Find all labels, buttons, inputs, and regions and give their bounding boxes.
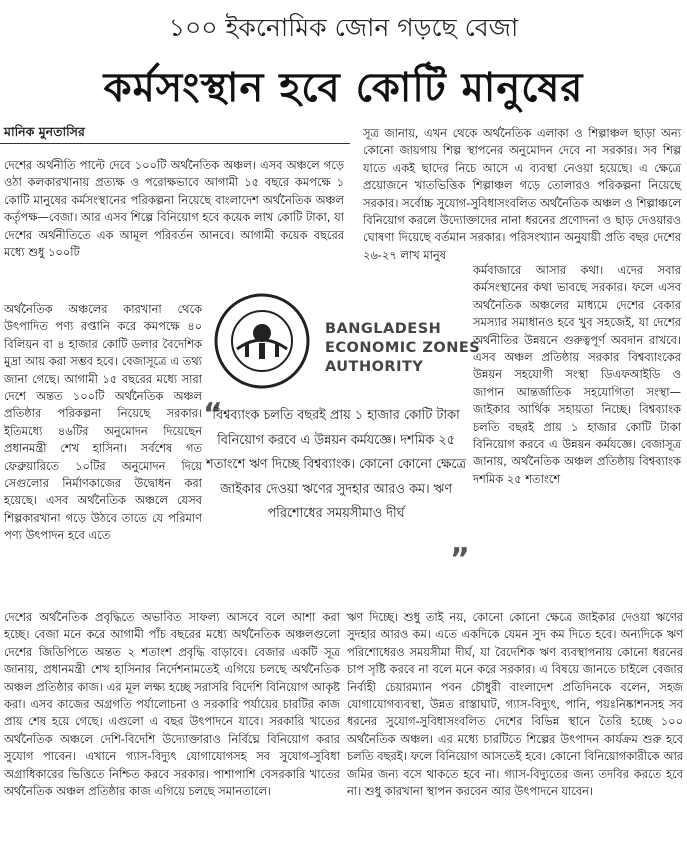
column-3 xyxy=(4,609,340,800)
byline: মানিক মুনতাসির xyxy=(4,124,85,139)
column-4 xyxy=(347,609,683,800)
quote-open-icon: “ xyxy=(203,397,223,432)
kicker: ১০০ ইকনোমিক জোন গড়ছে বেজা xyxy=(168,13,519,42)
paragraph: দেশের অর্থনৈতিক প্রবৃদ্ধিতে অভাবিত সাফল্য আসবে বলে আশা করা হচ্ছে। বেজা মনে করে আগামী পাঁচ বছরের মধ্যে অর্থনৈতিক অঞ্চলগুলো দেশের জিডিপিতে অন্তত ২ শতাংশ প্রবৃদ্ধি বাড়াবে। বেজার একটি সূত্র জানায়, প্রধানমন্ত্রী শেখ হাসিনার নির্দেশনামতেই এগিয়ে চলছে অর্থনৈতিক অঞ্চল প্রতিষ্ঠার কাজ। এর মূল লক্ষ্য হচ্ছে সরাসরি বিদেশি বিনিয়োগ আকৃষ্ট করা। এসব কাজের অগ্রগতি পর্যালোচনা ও সরকারি পর্যায়ের চারটির কাজ প্রায় শেষ হয়ে গেছে। এগুলো এ বছর উৎপাদনে যাবে। সরকারি খাতের অর্থনৈতিক অঞ্চলে দেশি-বিদেশি উদ্যোক্তারাও নির্বিঘ্নে বিনিয়োগ করার সুযোগ পাবেন। এখানে গ্যাস-বিদ্যুৎ যোগাযোগসহ সব সুযোগ-সুবিধা অগ্রাধিকারের ভিত্তিতে নিশ্চিত করবে সরকার। পাশাপাশি বেসরকারি খাতের অর্থনৈতিক অঞ্চল প্রতিষ্ঠার কাজ এগিয়ে চলছে সমানতালে। xyxy=(4,610,340,799)
column-1-top xyxy=(4,157,344,261)
column-2-wrap xyxy=(473,262,681,488)
byline-rule xyxy=(0,143,350,144)
logo-line: AUTHORITY xyxy=(325,359,424,375)
paragraph: কর্মবাজারে আসার কথা। এদের সবার কর্মসংস্থানের কথা ভাবছে সরকার। ফলে এসব অর্থনৈতিক অঞ্চলের মাধ্যমে দেশের বেকার সমস্যার সমাধানও হবে খুব সহজেই, যা দেশের অর্থনীতির উন্নয়নে গুরুত্বপূর্ণ অবদান রাখবে। এসব অঞ্চল প্রতিষ্ঠায় সরকার বিশ্বব্যাংকের উন্নয়ন সহযোগী সংস্থা ডিএফআইডি ও জাপান আন্তর্জাতিক সহযোগিতা সংস্থা—জাইকার আর্থিক সহায়তা নিচ্ছে। বিশ্বব্যাংক চলতি বছরই প্রায় ১ হাজার কোটি টাকা বিনিয়োগ করবে এ উন্নয়ন কর্মযজ্ঞে। বেজাসূত্র জানায়, অর্থনৈতিক অঞ্চল প্রতিষ্ঠায় বিশ্বব্যাংক দশমিক ২৫ শতাংশে xyxy=(473,263,681,486)
logo-line: BANGLADESH xyxy=(325,321,442,337)
paragraph: ঋণ দিচ্ছে। শুধু তাই নয়, কোনো কোনো ক্ষেত্রে জাইকার দেওয়া ঋণের সুদহার আরও কম। এতে একদিকে যেমন সুদ কম দিতে হবে। অন্যদিকে ঋণ পরিশোধেরও সময়সীমা দীর্ঘ, যা বৈদেশিক ঋণ ব্যবস্থাপনায় কোনো ধরনের চাপ সৃষ্টি করবে না বলে মনে করে সরকার। এ বিষয়ে জানতে চাইলে বেজার নির্বাহী চেয়ারম্যান পবন চৌধুরী বাংলাদেশ প্রতিদিনকে বলেন, সহজ যোগাযোগব্যবস্থা, উন্নত রাস্তাঘাট, গ্যাস-বিদ্যুৎ, পানি, পয়ঃনিষ্কাশনসহ সব ধরনের সুযোগ-সুবিধাসংবলিত দেশের বিভিন্ন স্থানে তৈরি হচ্ছে ১০০ অর্থনৈতিক অঞ্চল। এর মধ্যে চারটিতে শিল্পের উৎপাদন কার্যক্রম শুরু হবে চলতি বছরই। ফলে বিনিয়োগ আসতেই হবে। কোনো বিনিয়োগকারীকে আর জমির জন্য বসে থাকতে হবে না। গ্যাস-বিদ্যুতের জন্য তদবির করতে হবে না। শুধু কারখানা স্থাপন করবেন আর উৎপাদনে যাবেন। xyxy=(347,610,683,799)
beza-logo-text xyxy=(325,320,480,377)
paragraph: অর্থনৈতিক অঞ্চলের কারখানা থেকে উৎপাদিত পণ্য রপ্তানি করে কমপক্ষে ৪০ বিলিয়ন বা ৪ হাজার কোটি ডলার বৈদেশিক মুদ্রা আয় করা সম্ভব হবে। বেজাসূত্রে এ তথ্য জানা গেছে। আগামী ১৫ বছরের মধ্যে সারা দেশে অন্তত ১০০টি অর্থনৈতিক অঞ্চল প্রতিষ্ঠার পরিকল্পনা নিয়েছে সরকার। ইতিমধ্যে ৪৬টির অনুমোদন দিয়েছেন প্রধানমন্ত্রী শেখ হাসিনা। সর্বশেষ গত ফেব্রুয়ারিতে ১০টির অনুমোদন দিয়ে সেগুলোর নির্মাণকাজের উদ্বোধন করা হয়েছে। এসব অর্থনৈতিক অঞ্চলে যেসব শিল্পকারখানা গড়ে উঠবে তাতে যে পরিমাণ পণ্য উৎপাদন হবে এতে xyxy=(4,302,202,543)
beza-seal-icon xyxy=(207,291,317,391)
paragraph: দেশের অর্থনীতি পাল্টে দেবে ১০০টি অর্থনৈতিক অঞ্চল। এসব অঞ্চলে গড়ে ওঠা কলকারখানায় প্রত্যক্ষ ও পরোক্ষভাবে আগামী ১৫ বছরে কমপক্ষে ১ কোটি মানুষের কর্মসংস্থানের পরিকল্পনা নিয়েছে বাংলাদেশ অর্থনৈতিক অঞ্চল কর্তৃপক্ষ—বেজা। আর এসব শিল্পে বিনিয়োগ হবে কয়েক লাখ কোটি টাকা, যা দেশের অর্থনীতিতে এক আমূল পরিবর্তন আনবে। আগামী কয়েক বছরের মধ্যে শুধু ১০০টি xyxy=(4,158,344,260)
pull-quote: বিশ্বব্যাংক চলতি বছরই প্রায় ১ হাজার কোটি টাকা বিনিয়োগ করবে এ উন্নয়ন কর্মযজ্ঞে। দশমিক ২৫ শতাংশে ঋণ দিচ্ছে বিশ্বব্যাংক। কোনো কোনো ক্ষেত্রে জাইকার দেওয়া ঋণের সুদহার আরও কম। ঋণ পরিশোধের সময়সীমাও দীর্ঘ xyxy=(206,408,466,521)
column-2-top xyxy=(363,125,681,264)
column-1-wrap xyxy=(4,301,202,545)
headline: কর্মসংস্থান হবে কোটি মানুষের xyxy=(103,65,584,111)
quote-close-icon: ” xyxy=(450,542,470,577)
paragraph: সূত্র জানায়, এখন থেকে অর্থনৈতিক এলাকা ও শিল্পাঞ্চল ছাড়া অন্য কোনো জায়গায় শিল্প স্থাপনের অনুমোদন দেবে না সরকার। সব শিল্প যাতে একই ছাদের নিচে আসে এ ব্যবস্থা নেওয়া হয়েছে। এ ক্ষেত্রে প্রয়োজনে খাতভিত্তিক শিল্পাঞ্চল গড়ে তোলারও পরিকল্পনা নিয়েছে সরকার। সর্বোচ্চ সুযোগ-সুবিধাসংবলিত অর্থনৈতিক অঞ্চল ও শিল্পাঞ্চলে বিনিয়োগ করলে উদ্যোক্তাদের নানা ধরনের প্রণোদনা ও ছাড় দেওয়ারও ঘোষণা দিয়েছে বর্তমান সরকার। পরিসংখ্যান অনুযায়ী প্রতি বছর দেশের ২৬-২৭ লাখ মানুষ xyxy=(363,126,681,262)
logo-line: ECONOMIC ZONES xyxy=(325,340,481,356)
